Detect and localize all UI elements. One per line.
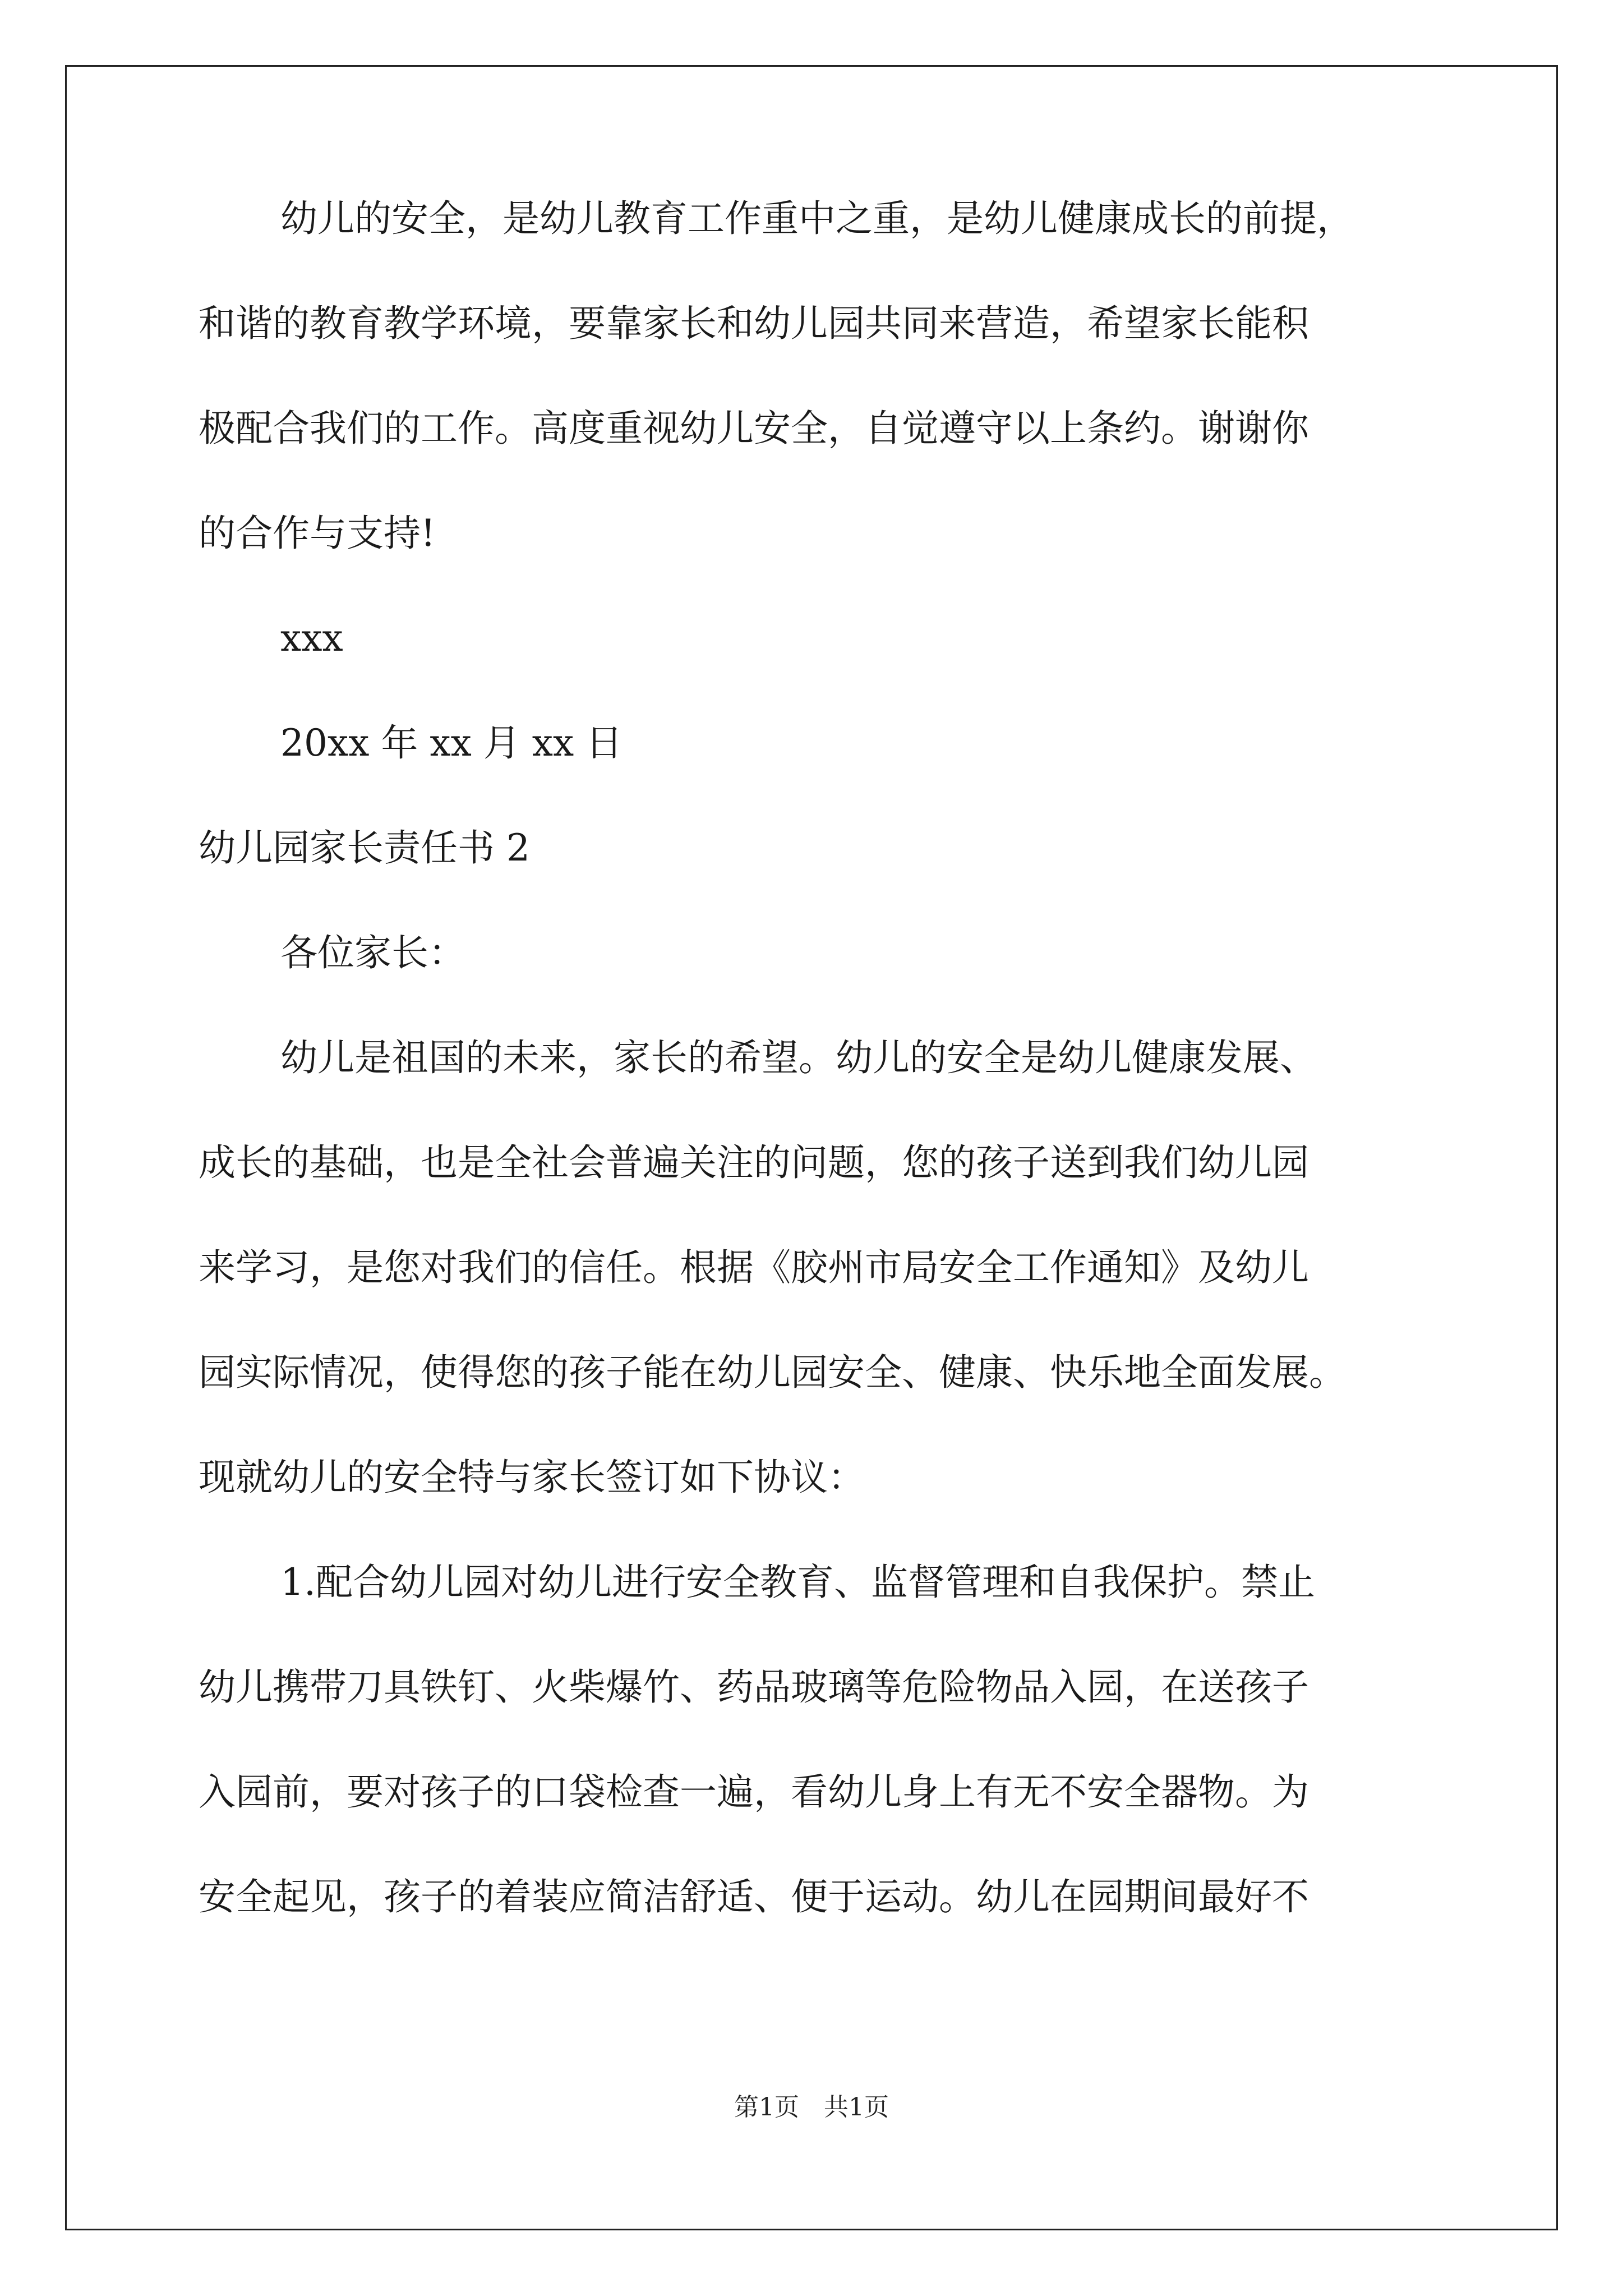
signature-date: 20xx 年 xx 月 xx 日	[280, 721, 623, 765]
paragraph-line: 现就幼儿的安全特与家长签订如下协议：	[199, 1456, 865, 1499]
paragraph-line: 幼儿的安全，是幼儿教育工作重中之重，是幼儿健康成长的前提，	[280, 197, 1354, 240]
paragraph-line: 幼儿携带刀具铁钉、火柴爆竹、药品玻璃等危险物品入园，在送孩子	[199, 1665, 1309, 1709]
paragraph-line: 安全起见，孩子的着装应简洁舒适、便于运动。幼儿在园期间最好不	[199, 1875, 1309, 1918]
signature-name: xxx	[280, 616, 343, 660]
paragraph-line: 成长的基础，也是全社会普遍关注的问题，您的孩子送到我们幼儿园	[199, 1141, 1309, 1184]
paragraph-line: 极配合我们的工作。高度重视幼儿安全，自觉遵守以上条约。谢谢你	[199, 407, 1309, 450]
paragraph-line: 来学习，是您对我们的信任。根据《胶州市局安全工作通知》及幼儿	[199, 1246, 1309, 1289]
salutation: 各位家长：	[280, 931, 465, 974]
page-footer: 第1页 共1页	[734, 2093, 889, 2122]
paragraph-line: 入园前，要对孩子的口袋检查一遍，看幼儿身上有无不安全器物。为	[199, 1770, 1309, 1814]
paragraph-line: 和谐的教育教学环境，要靠家长和幼儿园共同来营造，希望家长能积	[199, 302, 1309, 345]
paragraph-line: 1.配合幼儿园对幼儿进行安全教育、监督管理和自我保护。禁止	[280, 1561, 1315, 1604]
paragraph-line: 的合作与支持!	[199, 512, 436, 555]
paragraph-line: 幼儿是祖国的未来，家长的希望。幼儿的安全是幼儿健康发展、	[280, 1036, 1317, 1079]
paragraph-line: 园实际情况，使得您的孩子能在幼儿园安全、健康、快乐地全面发展。	[199, 1351, 1346, 1394]
section-title: 幼儿园家长责任书 2	[199, 826, 530, 869]
